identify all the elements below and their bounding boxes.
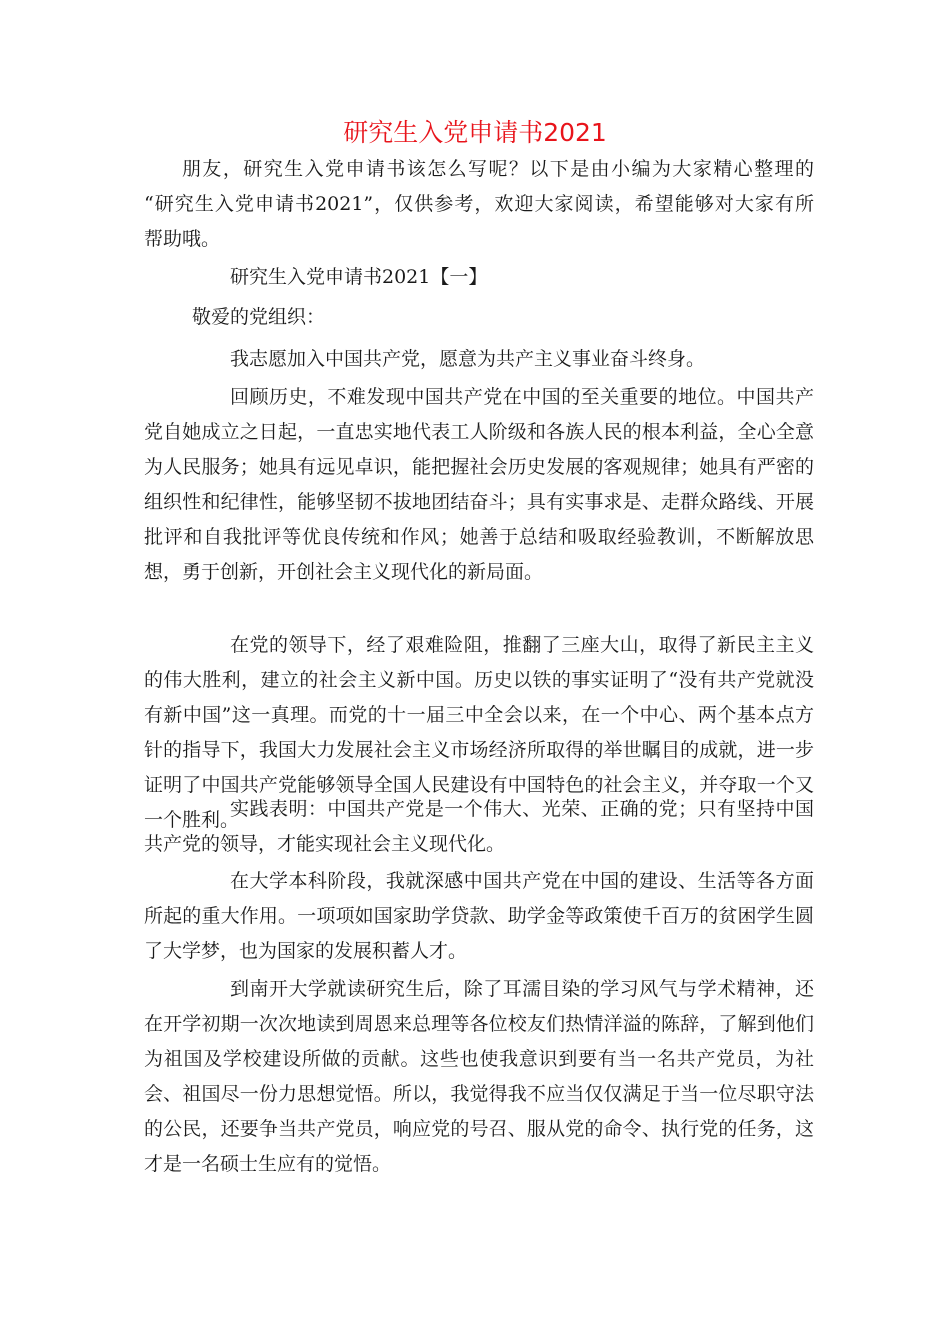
intro-line: 朋友，研究生入党申请书该怎么写呢？以下是由小编为大家精心整理的 — [182, 158, 814, 180]
body-paragraph — [144, 792, 814, 862]
intro-line: “研究生入党申请书2021”，仅供参考，欢迎大家阅读，希望能够对大家有所 — [144, 193, 814, 215]
intro-line: 帮助哦。 — [144, 228, 221, 250]
body-paragraph — [144, 342, 814, 377]
paragraph-text: 回顾历史，不难发现中国共产党在中国的至关重要的地位。中国共产党自她成立之日起，一直忠实地代表工人阶级和各族人民的根本利益，全心全意为人民服务；她具有远见卓识，能把握社会历史发展的客观规律；她具有严密的组织性和纪律性，能够坚韧不拔地团结奋斗；具有实事求是、走群众路线、开展批评和自我批评等优良传统和作风；她善于总结和吸取经验教训，不断解放思想，勇于创新，开创社会主义现代化的新局面。 — [144, 386, 814, 583]
body-paragraph — [144, 380, 814, 590]
paragraph-text: 在大学本科阶段，我就深感中国共产党在中国的建设、生活等各方面所起的重大作用。一项项如国家助学贷款、助学金等政策使千百万的贫困学生圆了大学梦，也为国家的发展积蓄人才。 — [144, 870, 814, 962]
paragraph-text: 在党的领导下，经了艰难险阻，推翻了三座大山，取得了新民主主义的伟大胜利，建立的社会主义新中国。历史以铁的事实证明了“没有共产党就没有新中国”这一真理。而党的十一届三中全会以来，在一个中心、两个基本点方针的指导下，我国大力发展社会主义市场经济所取得的举世瞩目的成就，进一步证明了中国共产党能够领导全国人民建设有中国特色的社会主义，并夺取一个又一个胜利。 — [144, 634, 814, 831]
salutation: 敬爱的党组织： — [192, 306, 326, 328]
body-paragraph — [144, 972, 814, 1182]
intro-paragraph — [144, 152, 814, 257]
paragraph-text: 到南开大学就读研究生后，除了耳濡目染的学习风气与学术精神，还在开学初期一次次地读到周恩来总理等各位校友们热情洋溢的陈辞，了解到他们为祖国及学校建设所做的贡献。这些也使我意识到要有当一名共产党员，为社会、祖国尽一份力思想觉悟。所以，我觉得我不应当仅仅满足于当一位尽职守法的公民，还要争当共产党员，响应党的号召、服从党的命令、执行党的任务，这才是一名硕士生应有的觉悟。 — [144, 978, 814, 1175]
section-heading: 研究生入党申请书2021【一】 — [230, 266, 488, 288]
document-title: 研究生入党申请书2021 — [343, 118, 607, 147]
body-paragraph — [144, 864, 814, 969]
paragraph-text: 我志愿加入中国共产党，愿意为共产主义事业奋斗终身。 — [230, 348, 706, 370]
paragraph-text: 实践表明：中国共产党是一个伟大、光荣、正确的党；只有坚持中国共产党的领导，才能实现社会主义现代化。 — [144, 798, 814, 855]
